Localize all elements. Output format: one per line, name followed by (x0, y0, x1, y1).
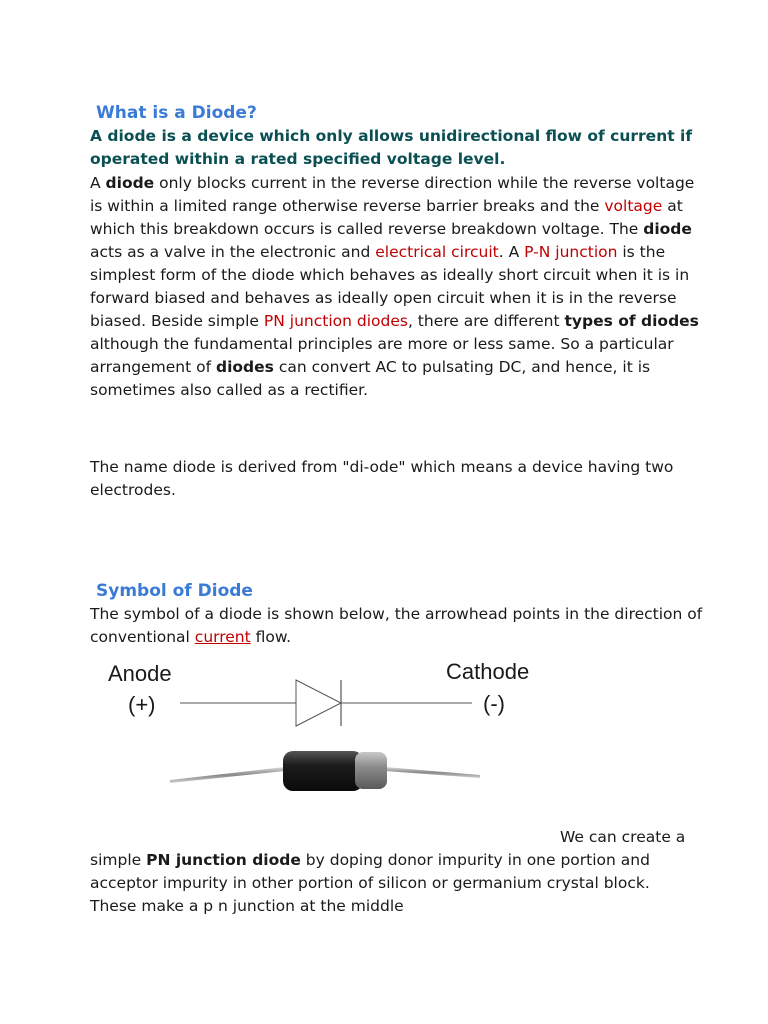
link-voltage[interactable]: voltage (604, 197, 663, 215)
cathode-band (355, 752, 387, 789)
lead-definition: A diode is a device which only allows unidirectional flow of current if operated within a rated specified voltage level. (90, 127, 693, 168)
diode-component-image (165, 745, 485, 795)
diode-symbol-figure (100, 650, 560, 730)
bold-diode-2: diode (643, 220, 692, 238)
cathode-label: Cathode (446, 659, 530, 684)
bold-diode: diode (105, 174, 155, 192)
diode-body (283, 751, 363, 791)
heading-what-is-diode: What is a Diode? (96, 103, 257, 123)
bold-pn-junction-diode: PN junction diode (146, 851, 301, 869)
bold-types-of-diodes: types of diodes (564, 312, 699, 330)
link-current[interactable]: current (194, 628, 251, 646)
bold-diodes: diodes (216, 358, 274, 376)
paragraph-diode-description: A diode only blocks current in the reverse direction while the reverse voltage is within a limited range otherwise reverse barrier breaks and the voltage at which this breakdown occurs is called reverse breakdown voltage. The diode acts as a valve in the electronic and electrical circuit. A P-N junction is the simplest form of the diode which behaves as ideally short circuit when it is in forward biased and behaves as ideally open circuit when it is in the reverse biased. Beside simple PN junction diodes, there are different types of diodes although the fundamental principles are more or less same. So a particular arrangement of diodes can convert AC to pulsating DC, and hence, it is sometimes also called as a rectifier. (90, 174, 699, 399)
link-pn-junction-diodes[interactable]: PN junction diodes (263, 312, 408, 330)
right-lead-wire (385, 767, 480, 778)
diode-triangle (296, 680, 341, 726)
anode-label: Anode (108, 661, 172, 686)
anode-sign: (+) (128, 692, 156, 717)
paragraph-symbol-intro: The symbol of a diode is shown below, the arrowhead points in the direction of conventional current flow. (90, 605, 703, 646)
heading-symbol-of-diode: Symbol of Diode (96, 581, 253, 601)
link-electrical-circuit[interactable]: electrical circuit (375, 243, 499, 261)
paragraph-name-origin: The name diode is derived from "di-ode" which means a device having two electrodes. (90, 458, 674, 499)
left-lead-wire (170, 767, 285, 783)
paragraph-pn-junction: We can create a simple PN junction diode by doping donor impurity in one portion and acceptor impurity in other portion of silicon or germanium crystal block. These make a p n junction at the middle (90, 828, 686, 915)
cathode-sign: (-) (483, 691, 505, 716)
link-pn-junction[interactable]: P-N junction (524, 243, 618, 261)
